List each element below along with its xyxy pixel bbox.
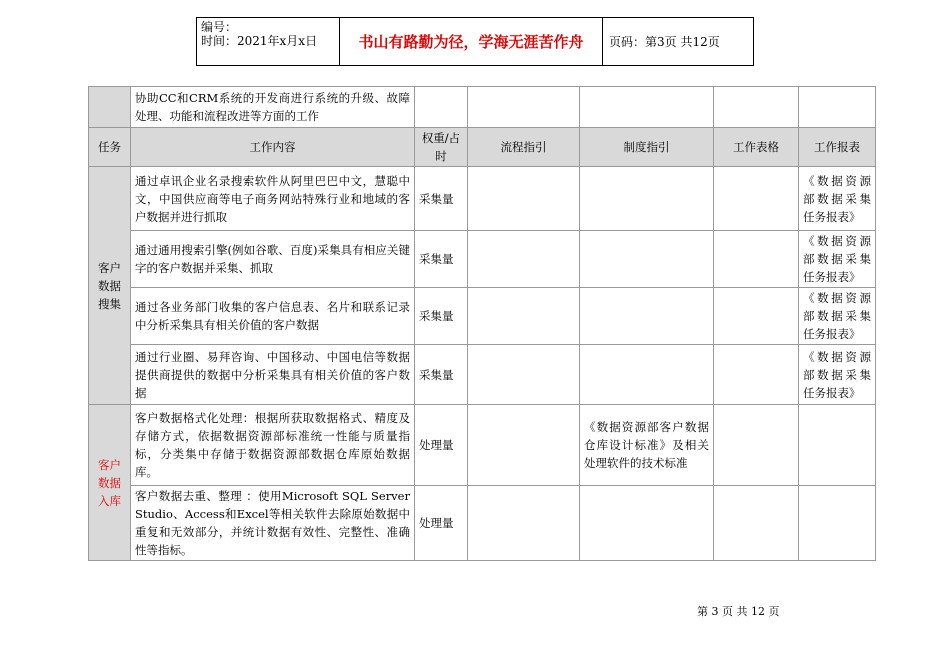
system-cell xyxy=(580,486,714,561)
task-cell xyxy=(89,87,131,128)
table-row xyxy=(89,231,876,288)
weight-cell: 采集量 xyxy=(415,167,468,231)
time-label: 时间：2021年x月x日 xyxy=(201,34,318,48)
table-row xyxy=(89,87,876,128)
content-cell: 协助CC和CRM系统的开发商进行系统的升级、故障处理、功能和流程改进等方面的工作 xyxy=(131,87,415,128)
col-header-form: 工作表格 xyxy=(714,128,799,167)
page-footer: 第 3 页 共 12 页 xyxy=(697,605,780,618)
col-header-report: 工作报表 xyxy=(799,128,876,167)
weight-cell: 采集量 xyxy=(415,288,468,345)
weight-cell: 采集量 xyxy=(415,231,468,288)
content-cell: 客户数据去重、整理 ：使用Microsoft SQL Server Studio、Access和Excel等相关软件去除原始数据中重复和无效部分，并统计数据有效性、完整性、准确性等指标。 xyxy=(131,486,415,561)
col-header-system: 制度指引 xyxy=(580,128,714,167)
header-meta xyxy=(197,18,340,65)
table-row xyxy=(89,288,876,345)
system-cell: 《数据资源部客户数据仓库设计标准》及相关处理软件的技术标准 xyxy=(580,405,714,486)
report-cell: 《数据资源部数据采集任务报表》 xyxy=(799,231,876,288)
report-cell: 《数据资源部数据采集任务报表》 xyxy=(799,345,876,405)
col-header-task: 任务 xyxy=(89,128,131,167)
page-header xyxy=(196,17,754,66)
task-cell: 客户数据搜集 xyxy=(89,167,131,405)
weight-cell: 处理量 xyxy=(415,486,468,561)
content-cell: 通过行业圈、易拜咨询、中国移动、中国电信等数据提供商提供的数据中分析采集具有相关价值的客户数据 xyxy=(131,345,415,405)
table-row xyxy=(89,405,876,486)
report-cell: 《数据资源部数据采集任务报表》 xyxy=(799,288,876,345)
content-cell: 通过卓讯企业名录搜索软件从阿里巴巴中文，慧聪中文，中国供应商等电子商务网站特殊行业和地域的客户数据并进行抓取 xyxy=(131,167,415,231)
col-header-process: 流程指引 xyxy=(468,128,580,167)
content-cell: 通过通用搜索引擎(例如谷歌、百度)采集具有相应关键字的客户数据并采集、抓取 xyxy=(131,231,415,288)
table-header-row xyxy=(89,128,876,167)
table-row xyxy=(89,486,876,561)
task-cell: 客户数据入库 xyxy=(89,405,131,561)
work-table xyxy=(88,86,876,561)
header-motto: 书山有路勤为径，学海无涯苦作舟 xyxy=(340,18,603,65)
table-row xyxy=(89,345,876,405)
content-cell: 客户数据格式化处理：根据所获取数据格式、精度及存储方式，依据数据资源部标准统一性能与质量指标，分类集中存储于数据资源部数据仓库原始数据库。 xyxy=(131,405,415,486)
number-label: 编号： xyxy=(201,20,238,34)
weight-cell: 采集量 xyxy=(415,345,468,405)
table-row xyxy=(89,167,876,231)
col-header-content: 工作内容 xyxy=(131,128,415,167)
report-cell: 《数据资源部数据采集任务报表》 xyxy=(799,167,876,231)
col-header-weight: 权重/占时 xyxy=(415,128,468,167)
header-page: 页码：第3页 共12页 xyxy=(609,35,720,49)
weight-cell: 处理量 xyxy=(415,405,468,486)
content-cell: 通过各业务部门收集的客户信息表、名片和联系记录中分析采集具有相关价值的客户数据 xyxy=(131,288,415,345)
